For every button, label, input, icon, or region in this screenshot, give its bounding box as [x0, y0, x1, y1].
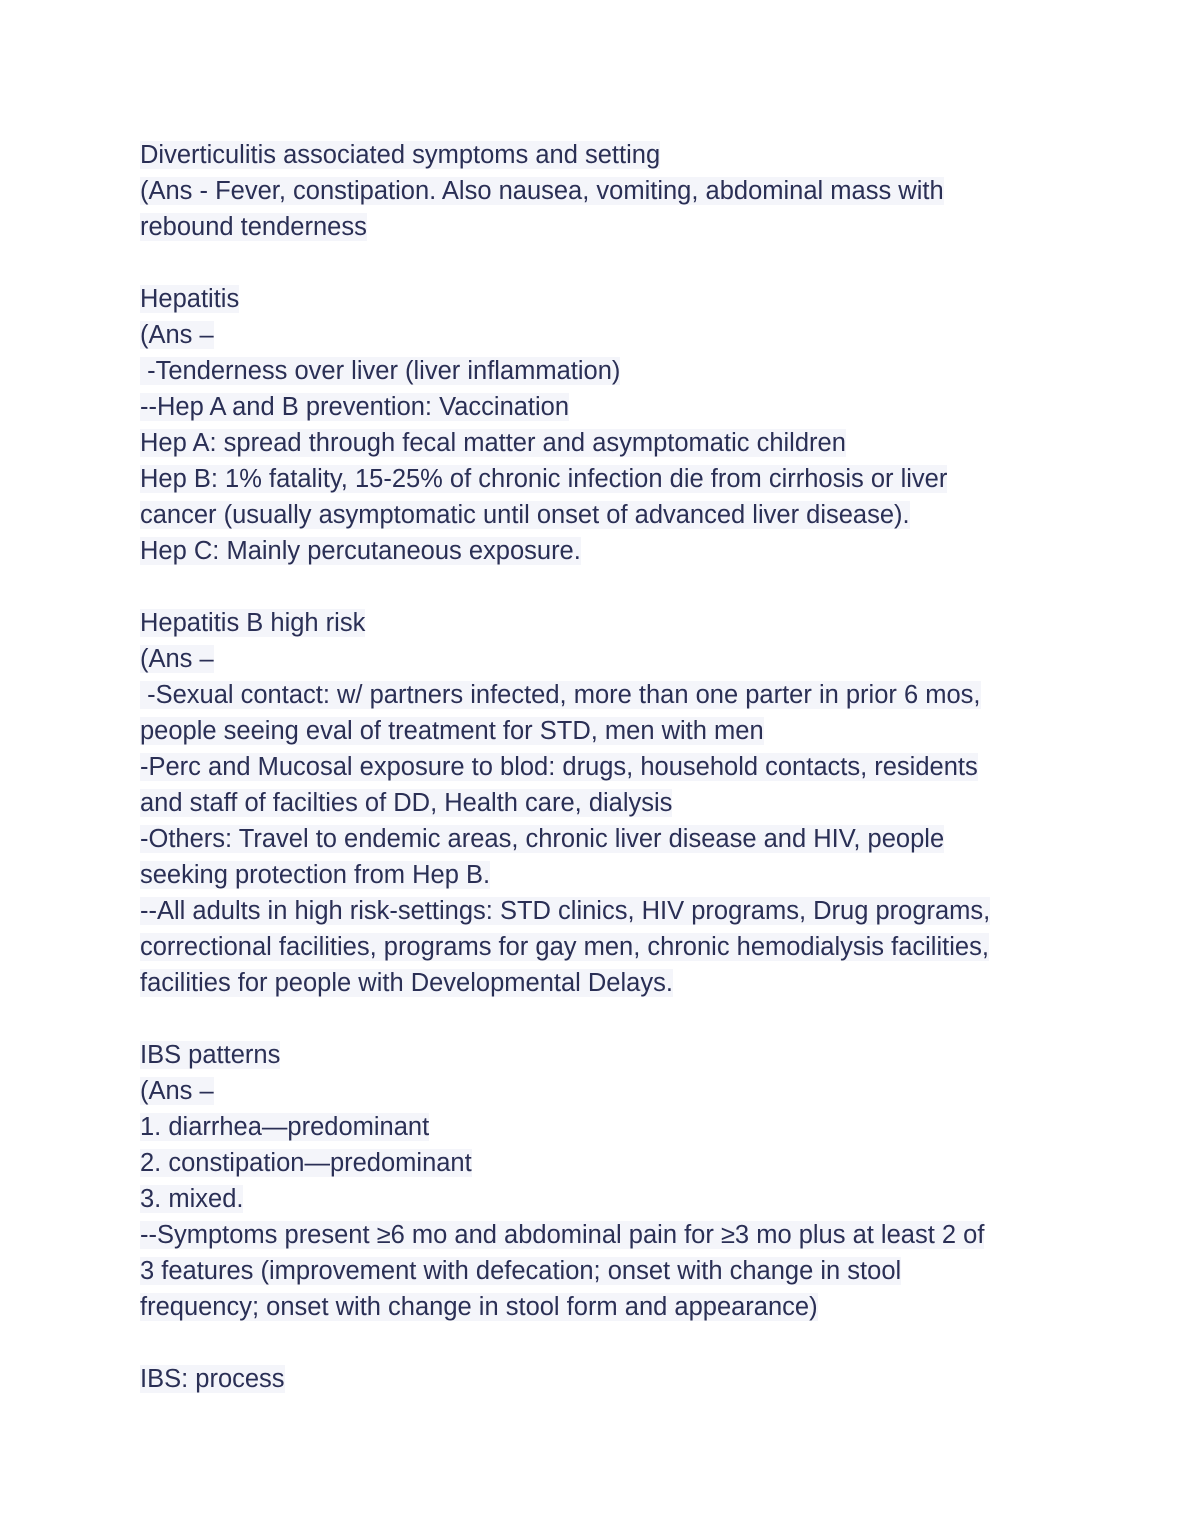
text-line: (Ans – [140, 321, 214, 349]
section-gap [140, 1001, 1070, 1037]
text-line: rebound tenderness [140, 213, 367, 241]
answer-line [140, 893, 1070, 929]
text-line: Hep A: spread through fecal matter and asymptomatic children [140, 429, 846, 457]
answer-line [140, 173, 1070, 209]
text-line: IBS patterns [140, 1041, 281, 1069]
text-line: facilities for people with Developmental Delays. [140, 969, 673, 997]
text-line: -Tenderness over liver (liver inflammation) [140, 357, 621, 385]
text-line: -Perc and Mucosal exposure to blod: drugs, household contacts, residents [140, 753, 978, 781]
answer-line [140, 713, 1070, 749]
question-title [140, 281, 1070, 317]
section-gap [140, 1325, 1070, 1361]
question-title [140, 1361, 1070, 1397]
text-line: 3. mixed. [140, 1185, 244, 1213]
text-line: 2. constipation—predominant [140, 1149, 472, 1177]
answer-line [140, 677, 1070, 713]
text-line: 3 features (improvement with defecation; onset with change in stool [140, 1257, 902, 1285]
answer-line [140, 1181, 1070, 1217]
answer-line [140, 965, 1070, 1001]
text-line: people seeing eval of treatment for STD, men with men [140, 717, 764, 745]
text-line: frequency; onset with change in stool form and appearance) [140, 1293, 818, 1321]
answer-line [140, 749, 1070, 785]
answer-line [140, 209, 1070, 245]
answer-line [140, 1073, 1070, 1109]
text-line: Hep C: Mainly percutaneous exposure. [140, 537, 581, 565]
section-hepatitis-b-high-risk [140, 605, 1070, 1001]
section-ibs-process [140, 1361, 1070, 1397]
text-line: Diverticulitis associated symptoms and setting [140, 141, 661, 169]
answer-line [140, 497, 1070, 533]
answer-line [140, 1217, 1070, 1253]
answer-line [140, 641, 1070, 677]
question-title [140, 1037, 1070, 1073]
question-title [140, 137, 1070, 173]
text-line: -Others: Travel to endemic areas, chronic liver disease and HIV, people [140, 825, 945, 853]
text-line: and staff of facilties of DD, Health care, dialysis [140, 789, 673, 817]
text-line: cancer (usually asymptomatic until onset of advanced liver disease). [140, 501, 910, 529]
text-line: Hepatitis B high risk [140, 609, 366, 637]
answer-line [140, 1253, 1070, 1289]
text-line: -Sexual contact: w/ partners infected, more than one parter in prior 6 mos, [140, 681, 981, 709]
answer-line [140, 1289, 1070, 1325]
section-ibs-patterns [140, 1037, 1070, 1325]
text-line: IBS: process [140, 1365, 285, 1393]
answer-line [140, 389, 1070, 425]
answer-line [140, 317, 1070, 353]
text-line: --All adults in high risk-settings: STD clinics, HIV programs, Drug programs, [140, 897, 991, 925]
question-title [140, 605, 1070, 641]
answer-line [140, 857, 1070, 893]
document-page [140, 137, 1070, 1397]
text-line: (Ans - Fever, constipation. Also nausea, vomiting, abdominal mass with [140, 177, 944, 205]
answer-line [140, 353, 1070, 389]
text-line: --Hep A and B prevention: Vaccination [140, 393, 570, 421]
section-hepatitis [140, 281, 1070, 569]
answer-line [140, 425, 1070, 461]
answer-line [140, 785, 1070, 821]
text-line: --Symptoms present ≥6 mo and abdominal pain for ≥3 mo plus at least 2 of [140, 1221, 985, 1249]
text-line: (Ans – [140, 645, 214, 673]
text-line: seeking protection from Hep B. [140, 861, 491, 889]
answer-line [140, 1145, 1070, 1181]
answer-line [140, 1109, 1070, 1145]
text-line: Hep B: 1% fatality, 15-25% of chronic infection die from cirrhosis or liver [140, 465, 948, 493]
answer-line [140, 461, 1070, 497]
text-line: Hepatitis [140, 285, 240, 313]
section-gap [140, 245, 1070, 281]
answer-line [140, 533, 1070, 569]
text-line: (Ans – [140, 1077, 214, 1105]
answer-line [140, 929, 1070, 965]
text-line: correctional facilities, programs for gay men, chronic hemodialysis facilities, [140, 933, 989, 961]
text-line: 1. diarrhea—predominant [140, 1113, 430, 1141]
section-diverticulitis [140, 137, 1070, 245]
answer-line [140, 821, 1070, 857]
section-gap [140, 569, 1070, 605]
